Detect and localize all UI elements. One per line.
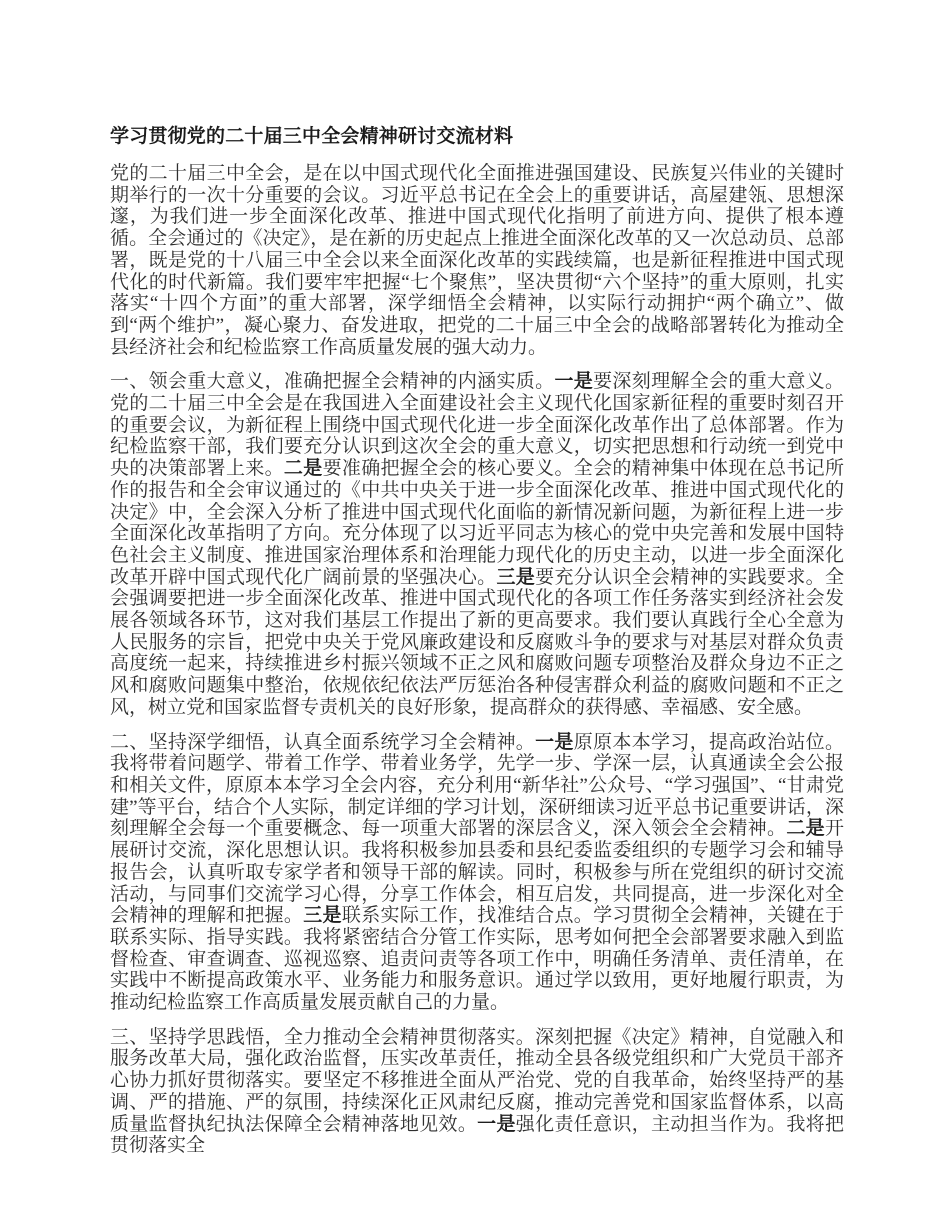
bold-text-segment: 一是 bbox=[554, 371, 594, 393]
text-segment: 要准确把握全会的核心要义。全会的精神集中体现在总书记所作的报告和全会审议通过的《中共中央关于进一步全面深化改革、推进中国式现代化的决定》中，全会深入分析了推进中国式现代化面临的新情况新问题，为新征程上进一步全面深化改革指明了方向。充分体现了以习近平同志为核心的党中央完善和发展中国特色社会主义制度、推进国家治理体系和治理能力现代化的历史主动，以进一步全面深化改革开辟中国式现代化广阔前景的坚强决心。 bbox=[110, 458, 844, 588]
paragraph bbox=[110, 732, 844, 1014]
text-segment: 党的二十届三中全会，是在以中国式现代化全面推进强国建设、民族复兴伟业的关键时期举行的一次十分重要的会议。习近平总书记在全会上的重要讲话，高屋建瓴、思想深邃，为我们进一步全面深化改革、推进中国式现代化指明了前进方向、提供了根本遵循。全会通过的《决定》，是在新的历史起点上推进全面深化改革的又一次总动员、总部署，既是党的十八届三中全会以来全面深化改革的实践续篇，也是新征程推进中国式现代化的时代新篇。我们要牢牢把握“七个聚焦”，坚决贯彻“六个坚持”的重大原则，扎实落实“十四个方面”的重大部署，深学细悟全会精神，以实际行动拥护“两个确立”、做到“两个维护”，凝心聚力、奋发进取，把党的二十届三中全会的战略部署转化为推动全县经济社会和纪检监察工作高质量发展的强大动力。 bbox=[110, 163, 844, 358]
text-segment: 要充分认识全会精神的实践要求。全会强调要把进一步全面深化改革、推进中国式现代化的各项工作任务落实到经济社会发展各领域各环节，这对我们基层工作提出了新的更高要求。我们要认真践行全心全意为人民服务的宗旨，把党中央关于党风廉政建设和反腐败斗争的要求与对基层对群众负责高度统一起来，持续推进乡村振兴领域不正之风和腐败问题专项整治及群众身边不正之风和腐败问题集中整治，依规依纪依法严厉惩治各种侵害群众利益的腐败问题和不正之风，树立党和国家监督专责机关的良好形象，提高群众的获得感、幸福感、安全感。 bbox=[110, 566, 844, 718]
paragraph bbox=[110, 163, 844, 358]
document-title: 学习贯彻党的二十届三中全会精神研讨交流材料 bbox=[110, 126, 514, 147]
text-segment: 原原本本学习，提高政治站位。我将带着问题学、带着工作学、带着业务学，先学一步、学深一层，认真通读全会公报和相关文件，原原本本学习全会内容，充分利用“新华社”公众号、“学习强国”、“甘肃党建”等平台，结合个人实际，制定详细的学习计划，深研细读习近平总书记重要讲话，深刻理解全会每一个重要概念、每一项重大部署的深层含义，深入领会全会精神。 bbox=[110, 731, 844, 840]
text-segment: 一、领会重大意义，准确把握全会精神的内涵实质。 bbox=[110, 371, 555, 393]
text-segment: 二、坚持深学细悟，认真全面系统学习全会精神。 bbox=[110, 731, 536, 753]
text-segment: 联系实际工作，找准结合点。学习贯彻全会精神，关键在于联系实际、指导实践。我将紧密结合分管工作实际，思考如何把全会部署要求融入到监督检查、审查调查、巡视巡察、追责问责等各项工作中，明确任务清单、责任清单，在实践中不断提高政策水平、业务能力和服务意识。通过学以致用，更好地履行职责，为推动纪检监察工作高质量发展贡献自己的力量。 bbox=[110, 905, 844, 1014]
document-body bbox=[110, 163, 844, 1157]
text-segment: 开展研讨交流，深化思想认识。我将积极参加县委和县纪委监委组织的专题学习会和辅导报告会，认真听取专家学者和领导干部的解读。同时，积极参与所在党组织的研讨交流活动，与同事们交流学习心得，分享工作体会，相互启发，共同提高，进一步深化对全会精神的理解和把握。 bbox=[110, 818, 844, 927]
bold-text-segment: 三是 bbox=[303, 905, 342, 927]
bold-text-segment: 二是 bbox=[786, 818, 825, 840]
paragraph bbox=[110, 371, 844, 718]
text-segment: 强化责任意识，主动担当作为。我将把贯彻落实全 bbox=[110, 1113, 844, 1157]
bold-text-segment: 三是 bbox=[496, 566, 536, 588]
text-segment: 三、坚持学思践悟，全力推动全会精神贯彻落实。深刻把握《决定》精神，自觉融入和服务改革大局，强化政治监督，压实改革责任，推动全县各级党组织和广大党员干部齐心协力抓好贯彻落实。要坚定不移推进全面从严治党、党的自我革命，始终坚持严的基调、严的措施、严的氛围，持续深化正风肃纪反腐，推动完善党和国家监督体系，以高质量监督执纪执法保障全会精神落地见效。 bbox=[110, 1026, 844, 1135]
text-segment: 要深刻理解全会的重大意义。党的二十届三中全会是在我国进入全面建设社会主义现代化国家新征程的重要时刻召开的重要会议，为新征程上围绕中国式现代化进一步全面深化改革作出了总体部署。作为纪检监察干部，我们要充分认识到这次全会的重大意义，切实把思想和行动统一到党中央的决策部署上来。 bbox=[110, 371, 844, 480]
paragraph bbox=[110, 1027, 844, 1157]
bold-text-segment: 二是 bbox=[283, 458, 323, 480]
bold-text-segment: 一是 bbox=[477, 1113, 516, 1135]
document-content bbox=[110, 126, 844, 1170]
bold-text-segment: 一是 bbox=[535, 731, 574, 753]
